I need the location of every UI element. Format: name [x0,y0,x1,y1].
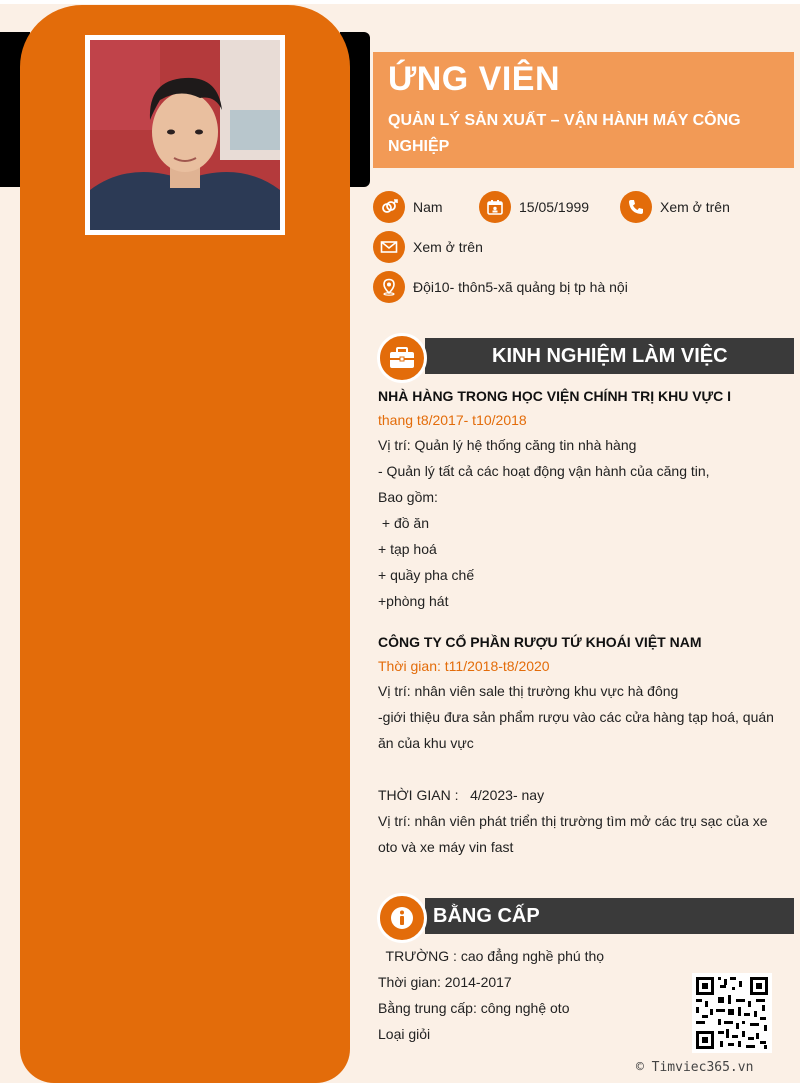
description-line: + đồ ăn [378,515,429,531]
job-period: thang t8/2017- t10/2018 [378,412,527,428]
email-icon [373,231,405,263]
birthdate-text: 15/05/1999 [519,199,590,215]
description-line: Vị trí: nhân viên phát triển thị trường tìm mở các trụ sạc của xe oto và xe máy vin fast [378,813,768,855]
phone-icon [620,191,652,223]
email-text: Xem ở trên [413,239,483,255]
education-heading: BẰNG CẤP [433,905,540,927]
briefcase-icon [377,333,427,383]
job-description [378,678,778,860]
qr-code [692,973,772,1053]
job-company: CÔNG TY CỔ PHẦN RƯỢU TỨ KHOÁI VIỆT NAM [378,634,702,650]
description-line: Bao gồm: [378,489,438,505]
description-line: Vị trí: Quản lý hệ thống căng tin nhà hàng [378,437,637,453]
description-line: +phòng hát [378,593,449,609]
description-line: THỜI GIAN : 4/2023- nay [378,787,545,803]
gender-text: Nam [413,199,443,215]
profile-photo [90,40,280,230]
job-description [378,432,778,614]
candidate-name: ỨNG VIÊN [388,60,561,98]
education-line: TRƯỜNG : cao đẳng nghề phú thọ [378,948,605,964]
address-text: Đội10- thôn5-xã quảng bị tp hà nội [413,279,628,295]
job-period: Thời gian: t11/2018-t8/2020 [378,658,550,674]
info-icon [377,893,427,943]
birthday-icon [479,191,511,223]
job-company: NHÀ HÀNG TRONG HỌC VIỆN CHÍNH TRỊ KHU VỰC I [378,388,732,404]
footer-watermark: © Timviec365.vn [636,1060,754,1075]
avatar [85,35,285,235]
education-line: Thời gian: 2014-2017 [378,974,512,990]
education-line: Bằng trung cấp: công nghệ oto [378,1000,570,1016]
candidate-title: QUẢN LÝ SẢN XUẤT – VẬN HÀNH MÁY CÔNG NGHIỆP [388,112,741,155]
description-line: - Quản lý tất cả các hoạt động vận hành của căng tin, [378,463,710,479]
gender-icon [373,191,405,223]
education-line: Loại giỏi [378,1026,431,1042]
description-line [378,756,778,782]
description-line: + tạp hoá [378,541,437,557]
description-line: Vị trí: nhân viên sale thị trường khu vực hà đông [378,683,679,699]
location-icon [373,271,405,303]
experience-heading: KINH NGHIỆM LÀM VIỆC [492,345,728,367]
phone-text: Xem ở trên [660,199,730,215]
header-box [373,52,794,168]
description-line: -giới thiệu đưa sản phẩm rượu vào các cửa hàng tạp hoá, quán ăn của khu vực [378,709,774,751]
description-line: + quầy pha chế [378,567,475,583]
